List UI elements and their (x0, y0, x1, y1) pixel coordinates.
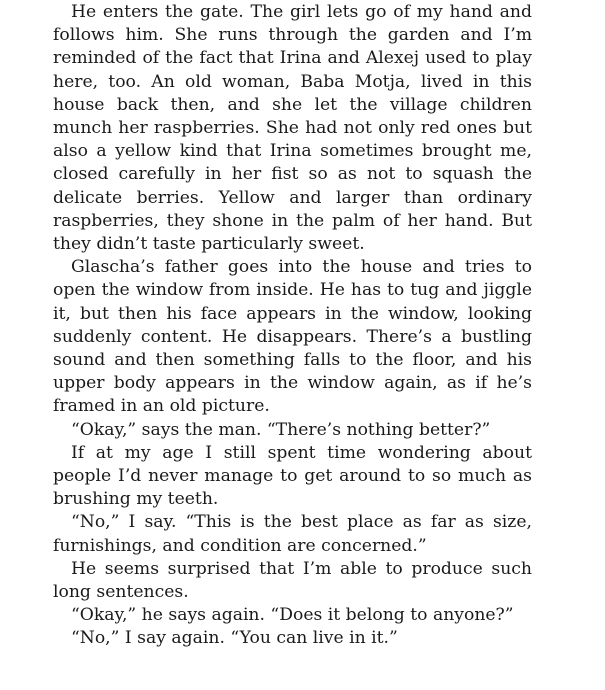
paragraph-4: If at my age I still spent time wondering about people I’d never manage to get around to so much as brushing my teeth. (53, 442, 532, 510)
paragraph-8: “No,” I say again. “You can live in it.” (71, 628, 398, 649)
paragraph-5: “No,” I say. “This is the best place as far as size, furnishings, and condition are concerned.” (53, 512, 532, 556)
book-page (53, 1, 532, 651)
paragraph-3: “Okay,” says the man. “There’s nothing better?” (71, 419, 491, 440)
paragraph-1: He enters the gate. The girl lets go of my hand and follows him. She runs through the garden and I’m reminded of the fact that Irina and Alexej used to play here, too. An old woman, Baba Motja, lived in this house back then, and she let the village children munch her raspberries. She had not only red ones but also a yellow kind that Irina sometimes brought me, closed carefully in her fist so as not to squash the delicate berries. Yellow and larger than ordinary raspberries, they shone in the palm of her hand. But they didn’t taste particularly sweet. (53, 2, 532, 255)
paragraph-6: He seems surprised that I’m able to produce such long sentences. (53, 558, 532, 603)
paragraph-2: Glascha’s father goes into the house and tries to open the window from inside. He has to tug and jiggle it, but then his face appears in the window, looking suddenly content. He disappears. There’s a bustling sound and then something falls to the floor, and his upper body appears in the window again, as if he’s framed in an old picture. (53, 257, 532, 417)
paragraph-7: “Okay,” he says again. “Does it belong to anyone?” (71, 605, 514, 626)
